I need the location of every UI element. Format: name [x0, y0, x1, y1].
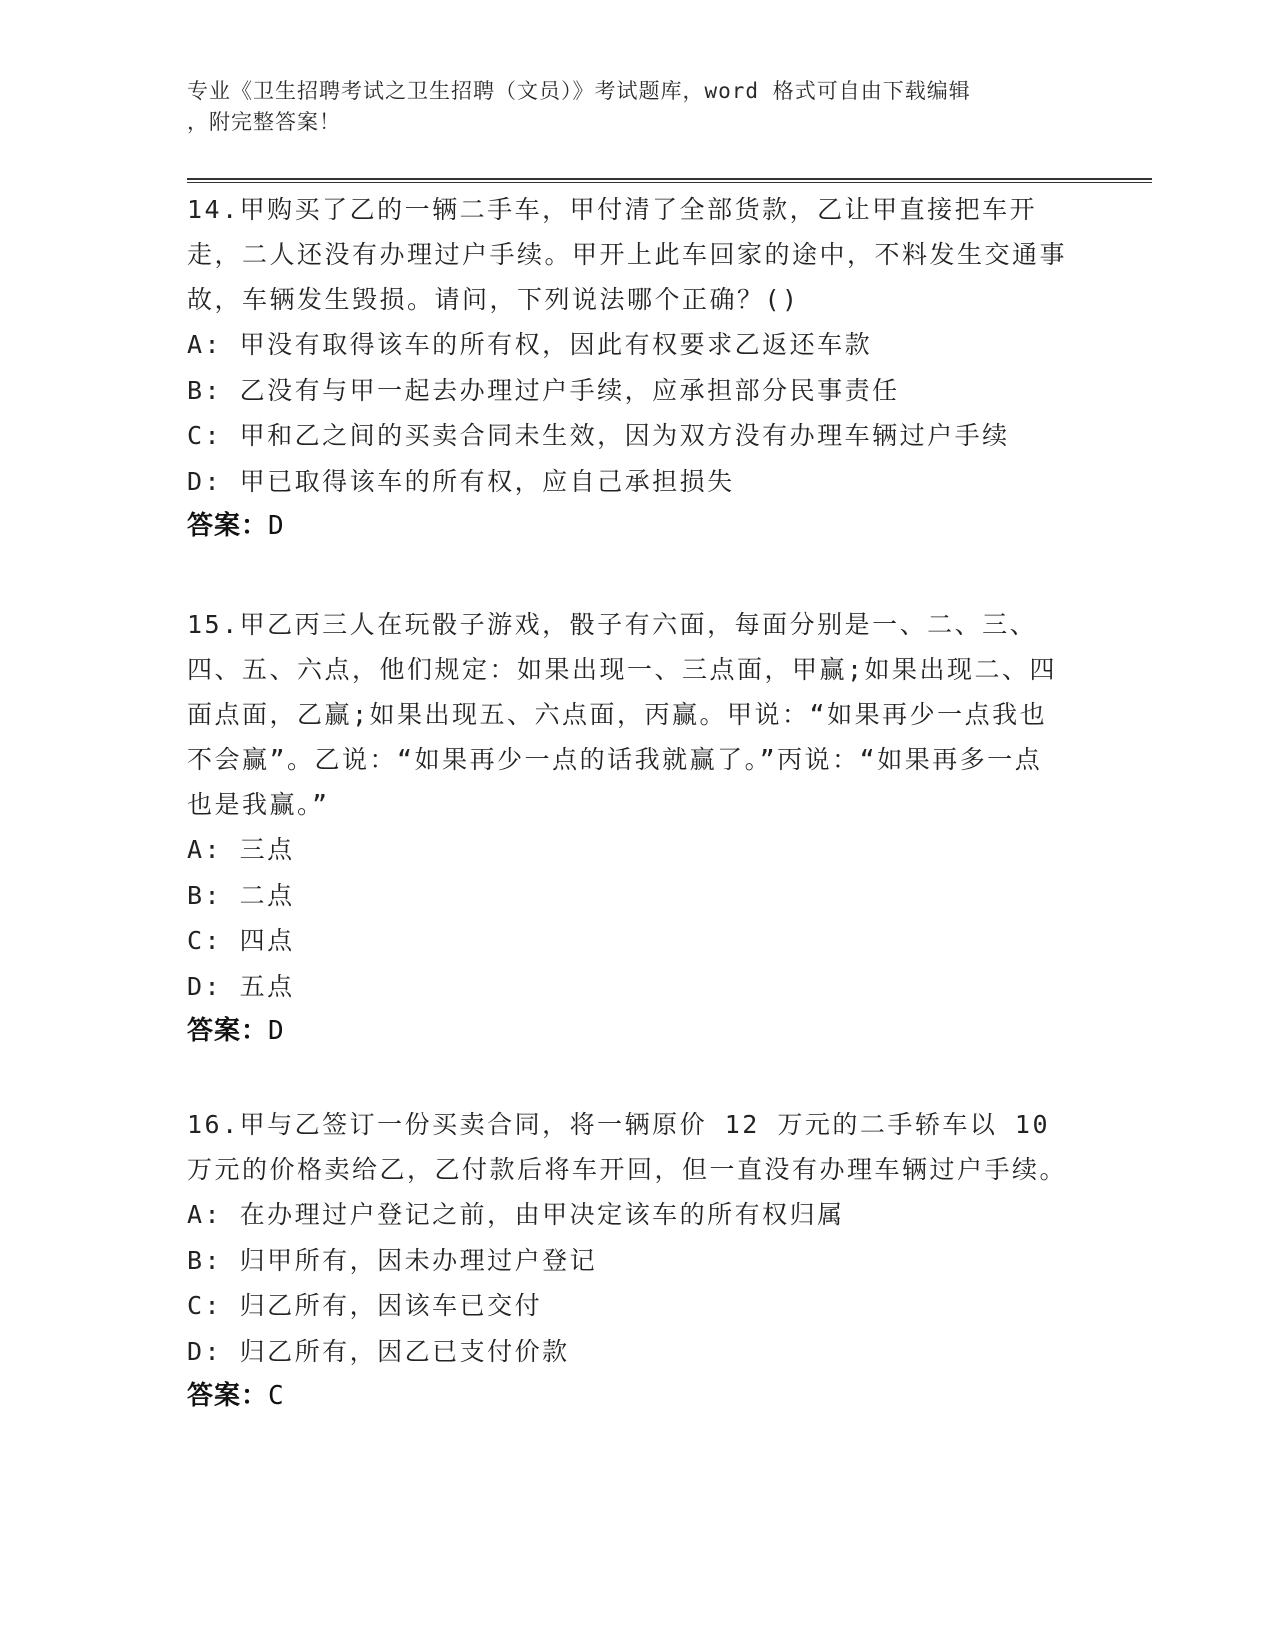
option-a: A: 三点	[187, 835, 295, 864]
question-16	[187, 1102, 1067, 1419]
question-stem: 15.甲乙丙三人在玩骰子游戏，骰子有六面，每面分别是一、二、三、四、五、六点，他们规定：如果出现一、三点面，甲赢;如果出现二、四面点面，乙赢;如果出现五、六点面，丙赢。甲说：“如果再少一点我也不会赢”。乙说：“如果再少一点的话我就赢了。”丙说：“如果再多一点也是我赢。”	[187, 610, 1058, 819]
question-15	[187, 602, 1067, 1054]
header-divider-thin	[187, 182, 1152, 183]
option-d: D: 五点	[187, 971, 295, 1001]
answer-line: 答案：D	[187, 511, 285, 541]
option-d: D: 归乙所有，因乙已支付价款	[187, 1336, 570, 1366]
option-a: A: 甲没有取得该车的所有权，因此有权要求乙返还车款	[187, 330, 873, 359]
option-b: B: 归甲所有，因未办理过户登记	[187, 1245, 598, 1275]
option-b: B: 乙没有与甲一起去办理过户手续，应承担部分民事责任	[187, 375, 900, 405]
answer-value: D	[268, 511, 285, 541]
header-line-2: ，附完整答案！	[187, 110, 341, 134]
question-stem: 14.甲购买了乙的一辆二手车，甲付清了全部货款，乙让甲直接把车开走，二人还没有办理过户手续。甲开上此车回家的途中，不料发生交通事故，车辆发生毁损。请问，下列说法哪个正确？()	[187, 195, 1068, 314]
answer-line: 答案：D	[187, 1016, 285, 1046]
option-c: C: 归乙所有，因该车已交付	[187, 1291, 543, 1320]
question-14	[187, 187, 1067, 549]
option-d: D: 甲已取得该车的所有权，应自己承担损失	[187, 466, 735, 496]
option-c: C: 四点	[187, 926, 295, 955]
answer-value: C	[268, 1381, 285, 1411]
header-line-1: 专业《卫生招聘考试之卫生招聘（文员）》考试题库，word 格式可自由下载编辑	[187, 79, 971, 103]
option-a: A: 在办理过户登记之前，由甲决定该车的所有权归属	[187, 1200, 845, 1229]
option-b: B: 二点	[187, 880, 295, 910]
answer-line: 答案：C	[187, 1381, 285, 1411]
question-stem: 16.甲与乙签订一份买卖合同，将一辆原价 12 万元的二手轿车以 10 万元的价格卖给乙，乙付款后将车开回，但一直没有办理车辆过户手续。	[187, 1110, 1068, 1184]
header-divider	[187, 178, 1152, 180]
option-c: C: 甲和乙之间的买卖合同未生效，因为双方没有办理车辆过户手续	[187, 421, 1010, 450]
answer-value: D	[268, 1016, 285, 1046]
document-header	[187, 76, 1067, 138]
